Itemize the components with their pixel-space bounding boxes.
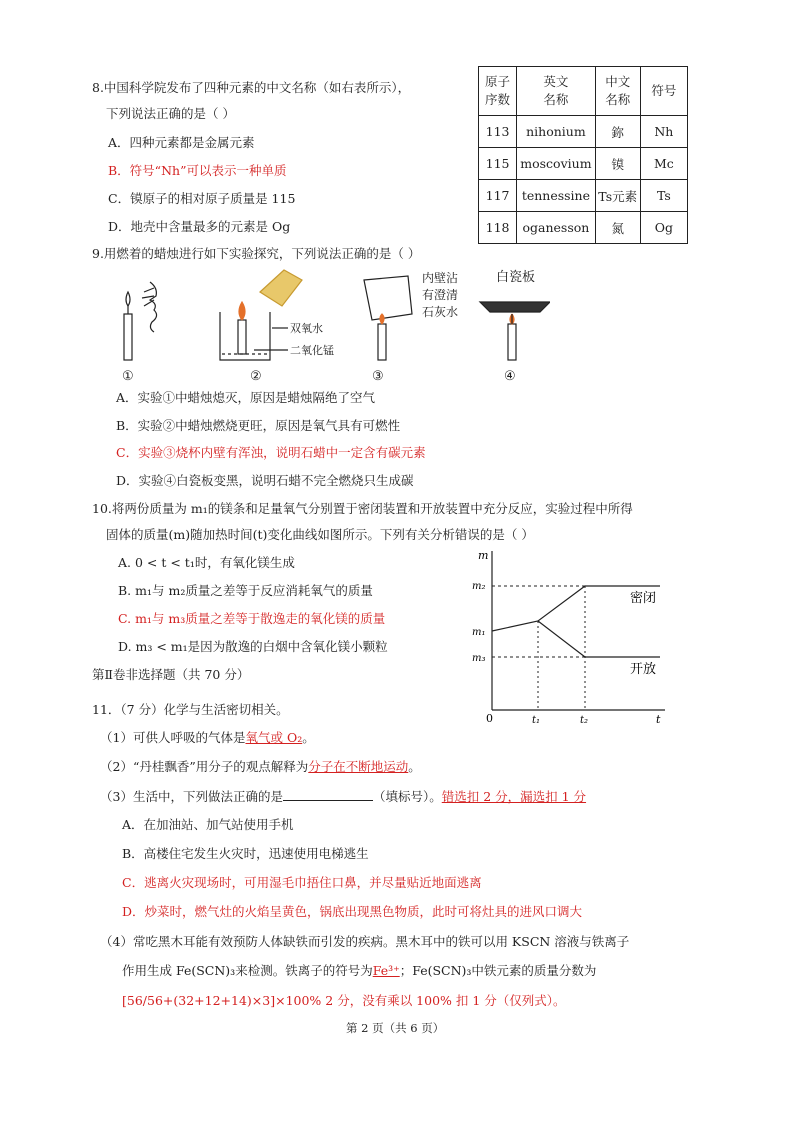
q10-stem-line2: 固体的质量(m)随加热时间(t)变化曲线如图所示。下列有关分析错误的是（ ） bbox=[106, 527, 534, 542]
table-header-english: 英文 名称 bbox=[517, 67, 596, 116]
part2-heading: 第Ⅱ卷非选择题（共 70 分） bbox=[92, 667, 250, 682]
series-label-open: 开放 bbox=[630, 662, 657, 677]
q10-stem-line1: 10.将两份质量为 m₁的镁条和足量氧气分别置于密闭装置和开放装置中充分反应，实验过程中所得 bbox=[92, 501, 633, 516]
label-mno2: 二氧化锰 bbox=[290, 344, 334, 357]
x-tick-t2: t₂ bbox=[580, 715, 589, 725]
answer-blank bbox=[283, 788, 373, 801]
q11-option-b: B．高楼住宅发生火灾时，迅速使用电梯逃生 bbox=[122, 846, 369, 861]
label-h2o2: 双氧水 bbox=[290, 322, 323, 335]
x-tick-t1: t₁ bbox=[532, 715, 541, 725]
table-row: 113 nihonium 鉨 Nh bbox=[479, 116, 688, 148]
y-tick-m3: m₃ bbox=[472, 653, 486, 664]
y-tick-m1: m₁ bbox=[472, 627, 486, 638]
table-header-number: 原子 序数 bbox=[479, 67, 517, 116]
page-footer: 第 2 页（共 6 页） bbox=[346, 1021, 445, 1035]
q11-sub4-answer: [56/56+(32+12+14)×3]×100% 2 分，没有乘以 100% 扣 1 分（仅列式）。 bbox=[122, 993, 566, 1008]
table-row: 115 moscovium 镆 Mc bbox=[479, 148, 688, 180]
x-axis-label: t bbox=[656, 713, 661, 725]
q11-option-d: D．炒菜时，燃气灶的火焰呈黄色，锅底出现黑色物质，此时可将灶具的进风口调大 bbox=[122, 904, 583, 919]
y-tick-m2: m₂ bbox=[472, 581, 486, 592]
table-row: 118 oganesson 氮 Og bbox=[479, 212, 688, 244]
q8-stem-line2: 下列说法正确的是（ ） bbox=[106, 106, 235, 121]
q11-answer2: 分子在不断地运动 bbox=[308, 759, 409, 774]
q10-option-b: B. m₁与 m₂质量之差等于反应消耗氧气的质量 bbox=[118, 583, 373, 598]
experiment-1-blowing bbox=[124, 282, 157, 360]
q11-answer-ion: Fe³⁺ bbox=[372, 963, 400, 978]
experiment-3-inverted-beaker bbox=[364, 276, 412, 360]
q11-sub4-line2: 作用生成 Fe(SCN)₃来检测。铁离子的符号为Fe³⁺；Fe(SCN)₃中铁元素的质量分数为 bbox=[122, 963, 597, 978]
q9-option-b: B．实验②中蜡烛燃烧更旺，原因是氧气具有可燃性 bbox=[116, 418, 401, 433]
q11-option-c: C．逃离火灾现场时，可用湿毛巾捂住口鼻，并尽量贴近地面逃离 bbox=[122, 875, 482, 890]
table-header-symbol: 符号 bbox=[640, 67, 687, 116]
q10-option-a: A. 0 < t < t₁时，有氧化镁生成 bbox=[118, 555, 295, 570]
q11-answer3: 错选扣 2 分，漏选扣 1 分 bbox=[441, 789, 587, 804]
q10-option-d: D. m₃ < m₁是因为散逸的白烟中含氧化镁小颗粒 bbox=[118, 639, 388, 654]
q9-stem: 9.用燃着的蜡烛进行如下实验探究，下列说法正确的是（ ） bbox=[92, 246, 421, 261]
label-n3: ③ bbox=[372, 369, 384, 382]
q11-answer1: 氧气或 O₂ bbox=[245, 730, 303, 745]
q10-option-c: C. m₁与 m₃质量之差等于散逸走的氧化镁的质量 bbox=[118, 611, 386, 626]
label-limewater: 内壁沾 有澄清 石灰水 bbox=[422, 271, 459, 319]
q11-option-a: A．在加油站、加气站使用手机 bbox=[122, 817, 294, 832]
q9-option-a: A．实验①中蜡烛熄灭，原因是蜡烛隔绝了空气 bbox=[116, 390, 376, 405]
table-header-chinese: 中文 名称 bbox=[595, 67, 640, 116]
label-n2: ② bbox=[250, 369, 262, 382]
series-label-closed: 密闭 bbox=[630, 591, 657, 606]
x-tick-0: 0 bbox=[486, 712, 493, 725]
element-table bbox=[478, 66, 688, 244]
y-axis-label: m bbox=[478, 549, 489, 562]
q11-sub4-line1: （4）常吃黑木耳能有效预防人体缺铁而引发的疾病。黑木耳中的铁可以用 KSCN 溶液与铁离子 bbox=[100, 934, 630, 949]
label-plate: 白瓷板 bbox=[496, 270, 536, 285]
q9-option-c: C．实验③烧杯内壁有浑浊，说明石蜡中一定含有碳元素 bbox=[116, 445, 426, 460]
q11-stem: 11．（7 分）化学与生活密切相关。 bbox=[92, 702, 289, 717]
q8-option-c: C．镆原子的相对原子质量是 115 bbox=[108, 191, 296, 206]
q8-option-b: B．符号“Nh”可以表示一种单质 bbox=[108, 163, 287, 178]
q11-sub1: （1）可供人呼吸的气体是氧气或 O₂。 bbox=[100, 730, 315, 745]
table-row: 117 tennessine Ts元素 Ts bbox=[479, 180, 688, 212]
q10-chart bbox=[470, 545, 670, 725]
q9-experiment-figure bbox=[110, 262, 550, 382]
experiment-4-porcelain-plate bbox=[480, 302, 550, 360]
label-n1: ① bbox=[122, 369, 134, 382]
series-open-line bbox=[538, 621, 660, 657]
q8-option-d: D．地壳中含量最多的元素是 Og bbox=[108, 219, 291, 234]
q9-option-d: D．实验④白瓷板变黑，说明石蜡不完全燃烧只生成碳 bbox=[116, 473, 414, 488]
q11-sub3: （3）生活中，下列做法正确的是 （填标号）。错选扣 2 分，漏选扣 1 分 bbox=[100, 789, 587, 804]
q8-stem-line1: 8.中国科学院发布了四种元素的中文名称（如右表所示）， bbox=[92, 80, 411, 95]
q11-sub2: （2）“丹桂飘香”用分子的观点解释为分子在不断地运动。 bbox=[100, 759, 421, 774]
label-n4: ④ bbox=[504, 369, 516, 382]
q8-option-a: A．四种元素都是金属元素 bbox=[108, 135, 255, 150]
